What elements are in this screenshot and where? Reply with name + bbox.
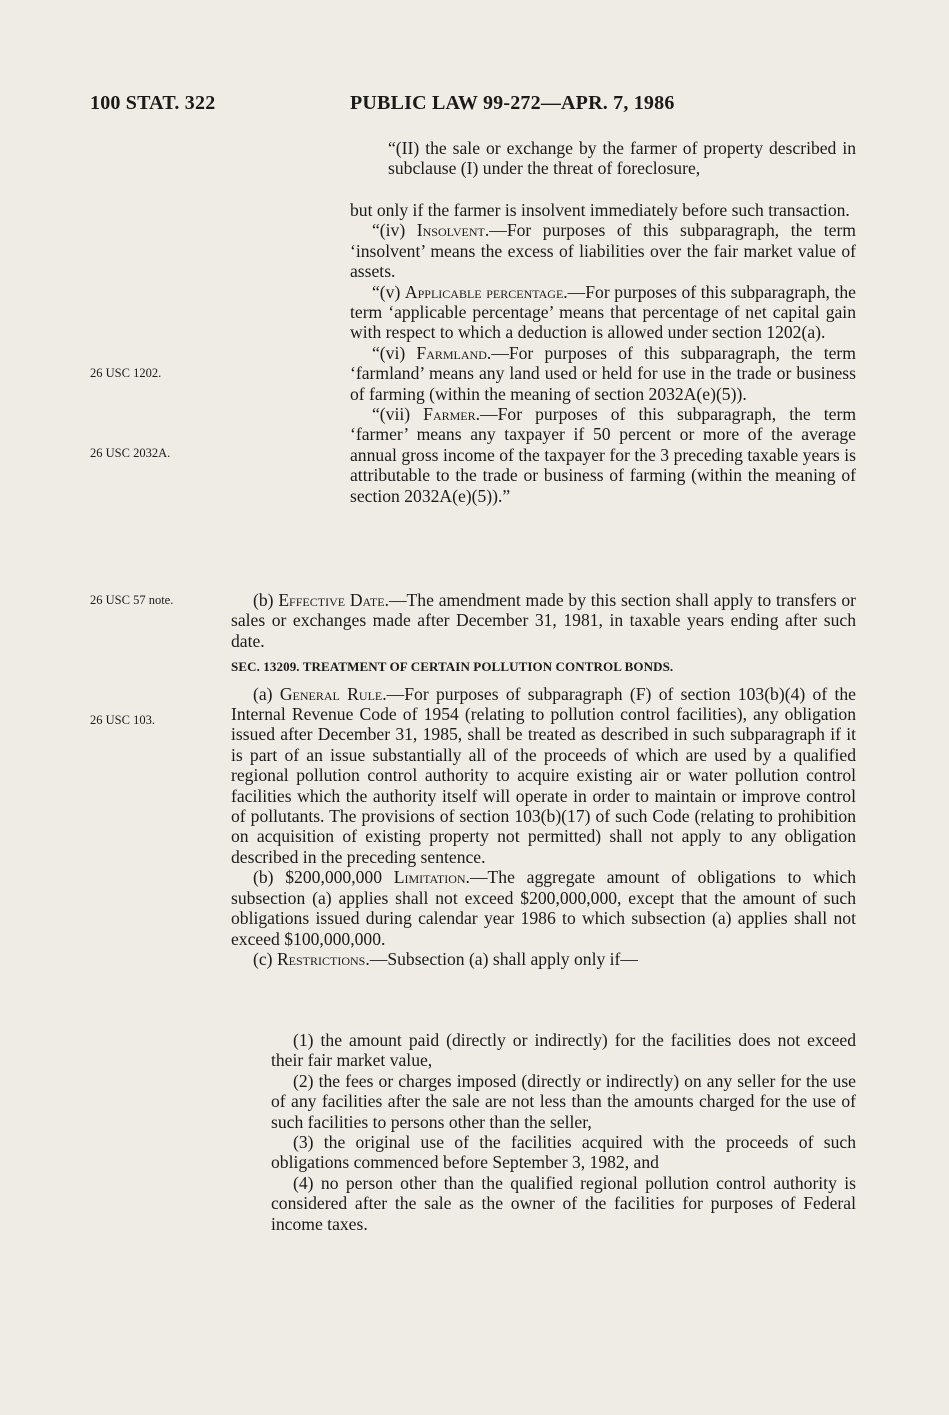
para-iv-body: .—For purposes of this subparagraph, the term ‘insolvent’ means the excess of liabilities over the fair market value of assets. (350, 220, 856, 282)
amendment-body (350, 200, 856, 506)
restriction-items (271, 1030, 856, 1234)
section-heading: SEC. 13209. TREATMENT OF CERTAIN POLLUTION CONTROL BONDS. (231, 659, 674, 675)
para-vii-prefix: “(vii) (372, 404, 424, 425)
insolvent-tail: but only if the farmer is insolvent immediately before such transaction. (350, 200, 850, 220)
restrictions-body: .—Subsection (a) shall apply only if— (365, 948, 639, 969)
para-vi-prefix: “(vi) (372, 342, 417, 363)
limitation (231, 867, 856, 949)
list-item: (1) the amount paid (directly or indirectly) for the facilities does not exceed their fair market value, (271, 1030, 856, 1071)
para-vi-heading: Farmland (416, 342, 487, 363)
limitation-body: .—The aggregate amount of obligations to which subsection (a) applies shall not exceed $200,000,000, except that the amount of such obligations issued during calendar year 1986 to which subsection (a) applies shall not exceed $100,000,000. (231, 867, 856, 949)
stat-citation: 100 STAT. 322 (90, 92, 216, 114)
limitation-prefix: (b) $200,000,000 (253, 867, 394, 888)
limitation-heading: Limitation (393, 867, 466, 888)
general-rule-heading: General Rule (279, 683, 383, 704)
margin-note-26-usc-1202: 26 USC 1202. (90, 366, 162, 380)
para-v (350, 282, 856, 343)
subclause-ii (350, 138, 856, 179)
effective-date-body: .—The amendment made by this section shall apply to transfers or sales or exchanges made after December 31, 1981, in taxable years ending after such date. (231, 590, 856, 651)
margin-note-26-usc-103: 26 USC 103. (90, 713, 155, 727)
margin-note-26-usc-57-note: 26 USC 57 note. (90, 593, 174, 607)
para-v-body: .—For purposes of this subparagraph, the term ‘applicable percentage’ means that percentage of net capital gain with respect to which a deduction is allowed under section 1202(a). (350, 281, 856, 343)
para-iv (350, 220, 856, 281)
list-item: (3) the original use of the facilities acquired with the proceeds of such obligations commenced before September 3, 1982, and (271, 1132, 856, 1173)
para-vii (350, 404, 856, 506)
para-vii-heading: Farmer (423, 404, 476, 425)
para-v-prefix: “(v) (372, 281, 405, 302)
general-rule (231, 684, 856, 868)
para-iv-heading: Insolvent (416, 220, 485, 241)
main-body (231, 590, 856, 969)
list-item: (2) the fees or charges imposed (directly or indirectly) on any seller for the use of any facilities after the sale are not less than the amounts charged for the use of such facilities to persons other than the seller, (271, 1070, 856, 1132)
subclause-ii-block (350, 138, 856, 179)
page-title: PUBLIC LAW 99-272—APR. 7, 1986 (350, 92, 675, 114)
para-vi (350, 343, 856, 404)
para-vii-body: .—For purposes of this subparagraph, the term ‘farmer’ means any taxpayer if 50 percent or more of the average annual gross income of the taxpayer for the 3 preceding taxable years is attributable to the trade or business of farming (within the meaning of section 2032A(e)(5)).” (350, 404, 856, 506)
general-rule-prefix: (a) (253, 683, 280, 704)
para-iv-prefix: “(iv) (372, 220, 417, 241)
effective-date (231, 590, 856, 651)
para-v-heading: Applicable percentage (404, 281, 564, 302)
list-item: (4) no person other than the qualified regional pollution control authority is considered after the sale as the owner of the facilities for purposes of Federal income taxes. (271, 1172, 856, 1234)
general-rule-body: .—For purposes of subparagraph (F) of section 103(b)(4) of the Internal Revenue Code of 1954 (relating to pollution control facilities), any obligation issued after December 31, 1985, shall be treated as described in such subparagraph if it is part of an issue substantially all of the proceeds of which are used by a qualified regional pollution control authority to acquire existing air or water pollution control facilities which the authority itself will operate in order to maintain or improve control of pollutants. The provisions of section 103(b)(17) of such Code (relating to prohibition on acquisition of existing property not permitted) shall not apply to any obligation described in the preceding sentence. (231, 683, 856, 867)
restrictions-prefix: (c) (253, 948, 277, 969)
restrictions (231, 949, 856, 969)
restrictions-heading: Restrictions (276, 948, 366, 969)
subclause-ii-text: “(II) the sale or exchange by the farmer of property described in subclause (I) under the threat of foreclosure, (388, 138, 856, 179)
margin-note-26-usc-2032a: 26 USC 2032A. (90, 446, 171, 460)
para-vi-body: .—For purposes of this subparagraph, the term ‘farmland’ means any land used or held for use in the trade or business of farming (within the meaning of section 2032A(e)(5)). (350, 342, 856, 404)
effective-date-heading: Effective Date (278, 590, 385, 610)
page-header (90, 92, 860, 116)
effective-date-prefix: (b) (253, 590, 279, 610)
